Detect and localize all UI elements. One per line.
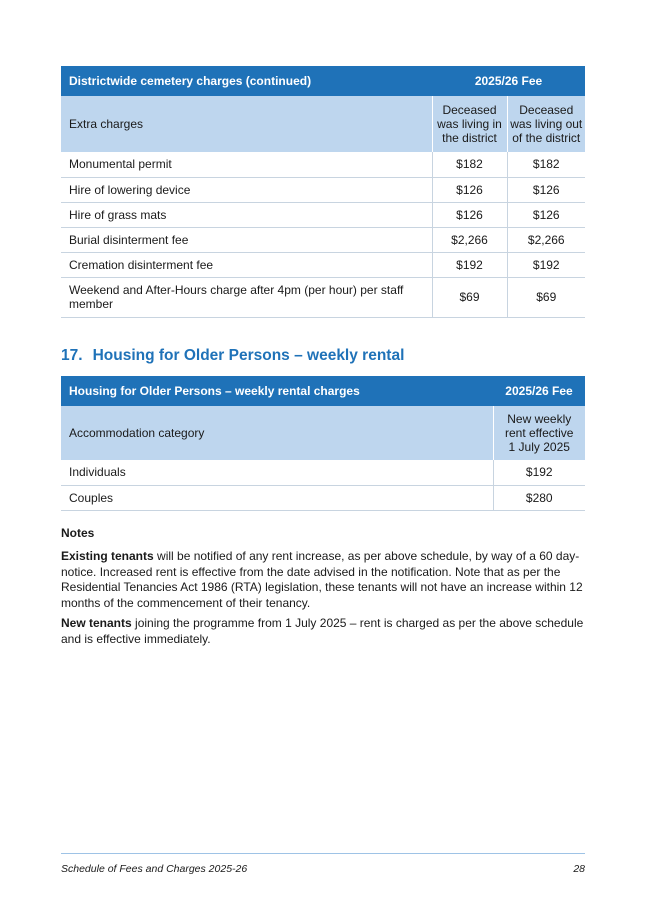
note-existing-tenants: [61, 549, 585, 611]
table-row: [61, 177, 585, 202]
cemetery-charges-table: [61, 66, 585, 318]
table-header-row: [61, 66, 585, 96]
fee-in-district: $69: [432, 277, 507, 317]
fee-in-district: $126: [432, 177, 507, 202]
footer-divider: [61, 853, 585, 854]
page-number: 28: [573, 863, 585, 875]
fee-in-district: $192: [432, 252, 507, 277]
table-row: [61, 485, 585, 510]
charge-item: Burial disinterment fee: [61, 227, 432, 252]
note-body: will be notified of any rent increase, as per above schedule, by way of a 60 day-notice. Increased rent is effective from the date advised in the notification. Note that as per the Residential Tenancies Act 1986 (RTA) legislation, these tenants will not have an increase within 12 months of the commencement of their tenancy.: [61, 549, 583, 610]
fee-out-of-district: $192: [507, 252, 585, 277]
table-subheader-row: [61, 96, 585, 152]
fee-in-district: $182: [432, 152, 507, 177]
charge-item: Monumental permit: [61, 152, 432, 177]
charge-item: Cremation disinterment fee: [61, 252, 432, 277]
fee-in-district: $126: [432, 202, 507, 227]
fee-out-of-district: $2,266: [507, 227, 585, 252]
section-heading: [61, 347, 404, 365]
table-header-row: [61, 376, 585, 406]
section-number: 17.: [61, 347, 83, 364]
category-item: Couples: [61, 485, 493, 510]
note-lead: New tenants: [61, 616, 132, 630]
weekly-rent: $280: [493, 485, 585, 510]
table-title: Districtwide cemetery charges (continued): [61, 66, 432, 96]
fee-out-of-district: $69: [507, 277, 585, 317]
note-body: joining the programme from 1 July 2025 – rent is charged as per the above schedule and is effective immediately.: [61, 616, 584, 646]
in-district-header: Deceased was living in the district: [432, 96, 507, 152]
table-title: Housing for Older Persons – weekly rental charges: [61, 376, 493, 406]
extra-charges-label: Extra charges: [61, 96, 432, 152]
section-title: Housing for Older Persons – weekly rental: [92, 347, 405, 364]
fee-out-of-district: $126: [507, 177, 585, 202]
fee-out-of-district: $126: [507, 202, 585, 227]
table-row: [61, 252, 585, 277]
table-row: [61, 460, 585, 485]
accommodation-category-label: Accommodation category: [61, 406, 493, 460]
charge-item: Hire of grass mats: [61, 202, 432, 227]
category-item: Individuals: [61, 460, 493, 485]
out-of-district-header: Deceased was living out of the district: [507, 96, 585, 152]
fee-column-header: 2025/26 Fee: [432, 66, 585, 96]
housing-rental-table: [61, 376, 585, 511]
footer-document-title: Schedule of Fees and Charges 2025-26: [61, 863, 248, 875]
table-row: [61, 152, 585, 177]
fee-column-header: 2025/26 Fee: [493, 376, 585, 406]
charge-item: Hire of lowering device: [61, 177, 432, 202]
table-row: [61, 227, 585, 252]
fee-in-district: $2,266: [432, 227, 507, 252]
table-row: [61, 277, 585, 317]
charge-item: Weekend and After-Hours charge after 4pm (per hour) per staff member: [61, 277, 432, 317]
note-new-tenants: [61, 616, 585, 647]
table-row: [61, 202, 585, 227]
notes-heading: Notes: [61, 526, 95, 540]
table-subheader-row: [61, 406, 585, 460]
fee-out-of-district: $182: [507, 152, 585, 177]
note-lead: Existing tenants: [61, 549, 154, 563]
new-rent-header: New weekly rent effective 1 July 2025: [493, 406, 585, 460]
weekly-rent: $192: [493, 460, 585, 485]
